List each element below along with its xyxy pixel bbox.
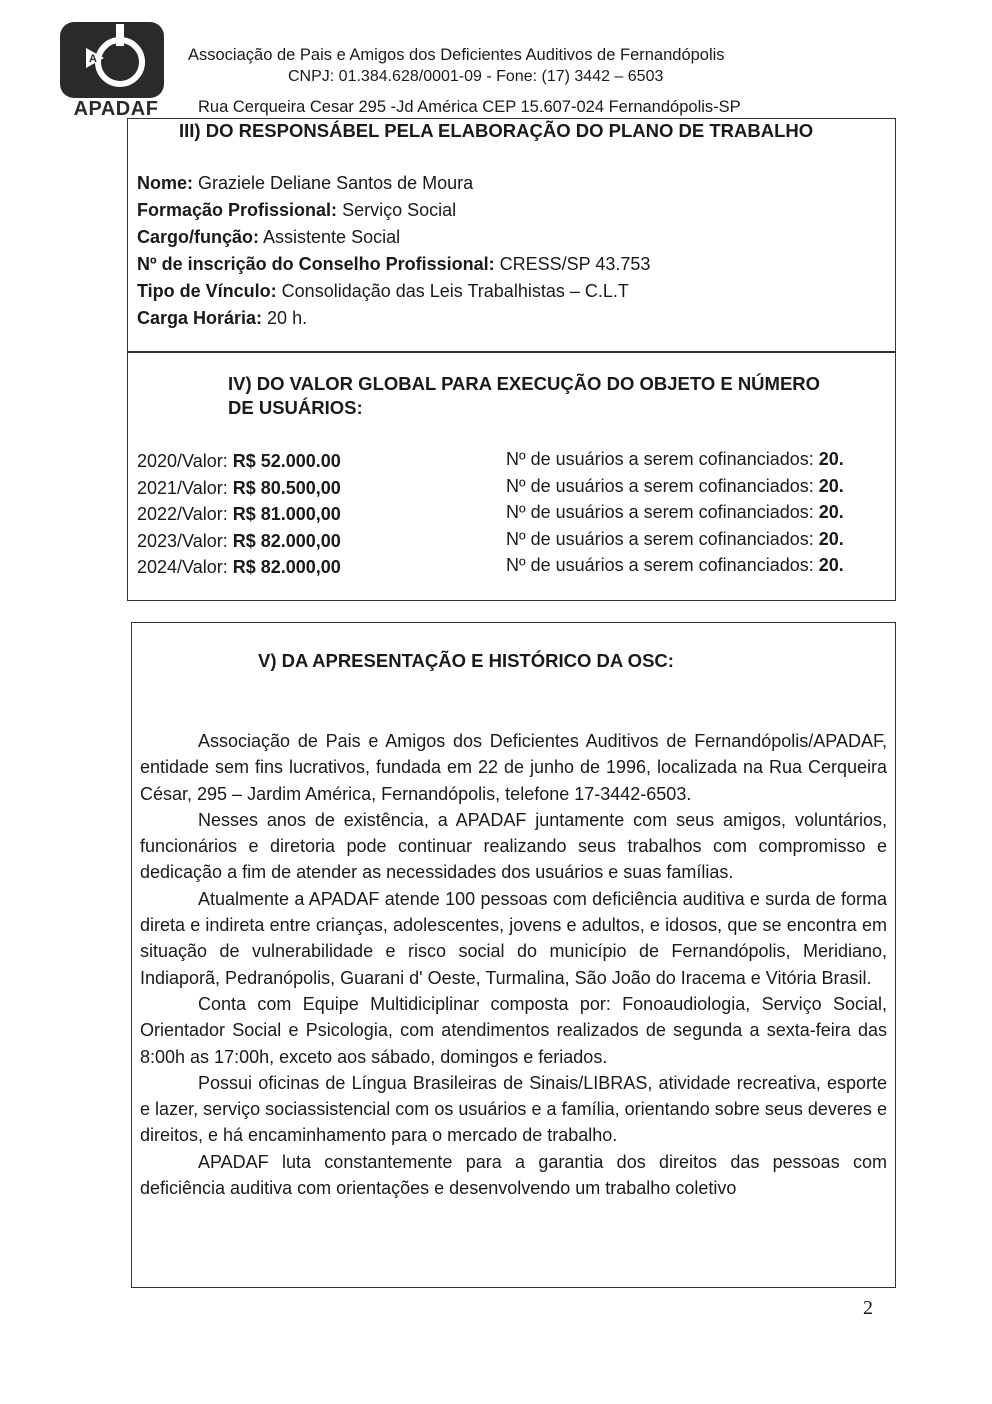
paragraph: APADAF luta constantemente para a garantia dos direitos das pessoas com deficiência auditiva com orientações e desenvolvendo um trabalho coletivo: [140, 1151, 887, 1199]
value-row: [137, 448, 341, 475]
users-row: [506, 552, 844, 579]
field-label: Tipo de Vínculo:: [137, 281, 277, 301]
year-label: 2020/Valor:: [137, 451, 233, 471]
amount: R$ 80.500,00: [232, 477, 341, 498]
organization-cnpj-phone: CNPJ: 01.384.628/0001-09 - Fone: (17) 3442 – 6503: [288, 68, 664, 85]
field-label: Carga Horária:: [137, 308, 263, 328]
field-label: Nº de inscrição do Conselho Profissional:: [137, 254, 495, 274]
apadaf-logo: [58, 22, 174, 122]
value-row: [137, 528, 341, 555]
field-label: Formação Profissional:: [137, 200, 338, 220]
paragraph: Atualmente a APADAF atende 100 pessoas com deficiência auditiva e surda de forma direta e indireta entre crianças, adolescentes, jovens e adultos, e idosos, que se encontra em situação de vulnerabilidade e risco social do município de Fernandópolis, Meridiano, Indiaporã, Pedranópolis, Guarani d' Oeste, Turmalina, São João do Iracema e Vitória Brasil.: [140, 888, 887, 988]
field-value: Graziele Deliane Santos de Moura: [193, 173, 474, 193]
section-5-title: V) DA APRESENTAÇÃO E HISTÓRICO DA OSC:: [258, 650, 674, 671]
users-count: 20.: [818, 475, 844, 496]
paragraph: Nesses anos de existência, a APADAF juntamente com seus amigos, voluntários, funcionários e diretoria pode continuar realizando seus trabalhos com compromisso e dedicação a fim de atender as necessidades dos usuários e suas famílias.: [140, 809, 887, 883]
section-5-body: [140, 728, 887, 1201]
users-count: 20.: [818, 502, 844, 522]
users-row: [506, 473, 844, 500]
users-label: Nº de usuários a serem cofinanciados:: [506, 502, 819, 522]
page-number: 2: [863, 1297, 873, 1319]
responsible-fields: [137, 170, 650, 332]
amount: R$ 52.000.00: [232, 451, 341, 471]
users-count: 20.: [818, 449, 844, 469]
amount: R$ 81.000,00: [232, 504, 341, 524]
users-row: [506, 499, 844, 526]
paragraph: Conta com Equipe Multidiciplinar composta por: Fonoaudiologia, Serviço Social, Orientador Social e Psicologia, com atendimentos realizados de segunda a sexta-feira das 8:00h as 17:00h, exceto aos sábado, domingos e feriados.: [140, 993, 887, 1067]
section-3-title: III) DO RESPONSÁBEL PELA ELABORAÇÃO DO PLANO DE TRABALHO: [179, 120, 814, 141]
logo-emblem: [60, 22, 164, 98]
year-label: 2022/Valor:: [137, 504, 233, 524]
paragraph: Associação de Pais e Amigos dos Deficientes Auditivos de Fernandópolis/APADAF, entidade sem fins lucrativos, fundada em 22 de junho de 1996, localizada na Rua Cerqueira César, 295 – Jardim América, Fernandópolis, telefone 17-3442-6503.: [140, 731, 887, 804]
value-row: [137, 501, 341, 528]
field-row-council-number: [137, 251, 650, 278]
users-count: 20.: [818, 555, 844, 575]
field-row-role: [137, 224, 650, 251]
organization-name: Associação de Pais e Amigos dos Deficientes Auditivos de Fernandópolis: [188, 46, 725, 64]
value-row: [137, 554, 341, 581]
section-4-title: [228, 372, 820, 420]
users-label: Nº de usuários a serem cofinanciados:: [506, 528, 819, 549]
field-value: Assistente Social: [259, 227, 401, 247]
field-value: CRESS/SP 43.753: [494, 254, 651, 274]
users-label: Nº de usuários a serem cofinanciados:: [506, 449, 819, 469]
organization-address: Rua Cerqueira Cesar 295 -Jd América CEP 15.607-024 Fernandópolis-SP: [198, 98, 741, 116]
amount: R$ 82.000,00: [232, 557, 341, 577]
svg-text:A: A: [89, 53, 97, 65]
field-row-workload: [137, 305, 650, 332]
users-row: [506, 446, 844, 473]
value-row: [137, 475, 341, 502]
field-row-bond-type: [137, 278, 650, 305]
users-label: Nº de usuários a serem cofinanciados:: [506, 555, 819, 575]
field-value: 20 h.: [262, 308, 308, 328]
yearly-values: [137, 448, 341, 581]
amount: R$ 82.000,00: [232, 530, 341, 551]
users-label: Nº de usuários a serem cofinanciados:: [506, 475, 819, 496]
field-value: Consolidação das Leis Trabalhistas – C.L.T: [276, 281, 629, 301]
field-label: Nome:: [137, 173, 194, 193]
section-4-title-line1: IV) DO VALOR GLOBAL PARA EXECUÇÃO DO OBJETO E NÚMERO: [228, 373, 821, 394]
year-label: 2024/Valor:: [137, 557, 233, 577]
users-row: [506, 526, 844, 553]
year-label: 2021/Valor:: [137, 477, 233, 498]
year-label: 2023/Valor:: [137, 530, 233, 551]
section-4-title-line2: DE USUÁRIOS:: [228, 397, 363, 418]
yearly-users: [506, 446, 844, 579]
field-label: Cargo/função:: [137, 227, 260, 247]
field-row-name: [137, 170, 650, 197]
field-value: Serviço Social: [337, 200, 457, 220]
logo-text: APADAF: [73, 98, 159, 120]
paragraph: Possui oficinas de Língua Brasileiras de Sinais/LIBRAS, atividade recreativa, esporte e lazer, serviço sociassistencial com os usuários e a família, orientando sobre seus deveres e direitos, e há encaminhamento para o mercado de trabalho.: [140, 1072, 887, 1146]
users-count: 20.: [818, 528, 844, 549]
logo-ear-icon: [60, 22, 164, 98]
field-row-formation: [137, 197, 650, 224]
